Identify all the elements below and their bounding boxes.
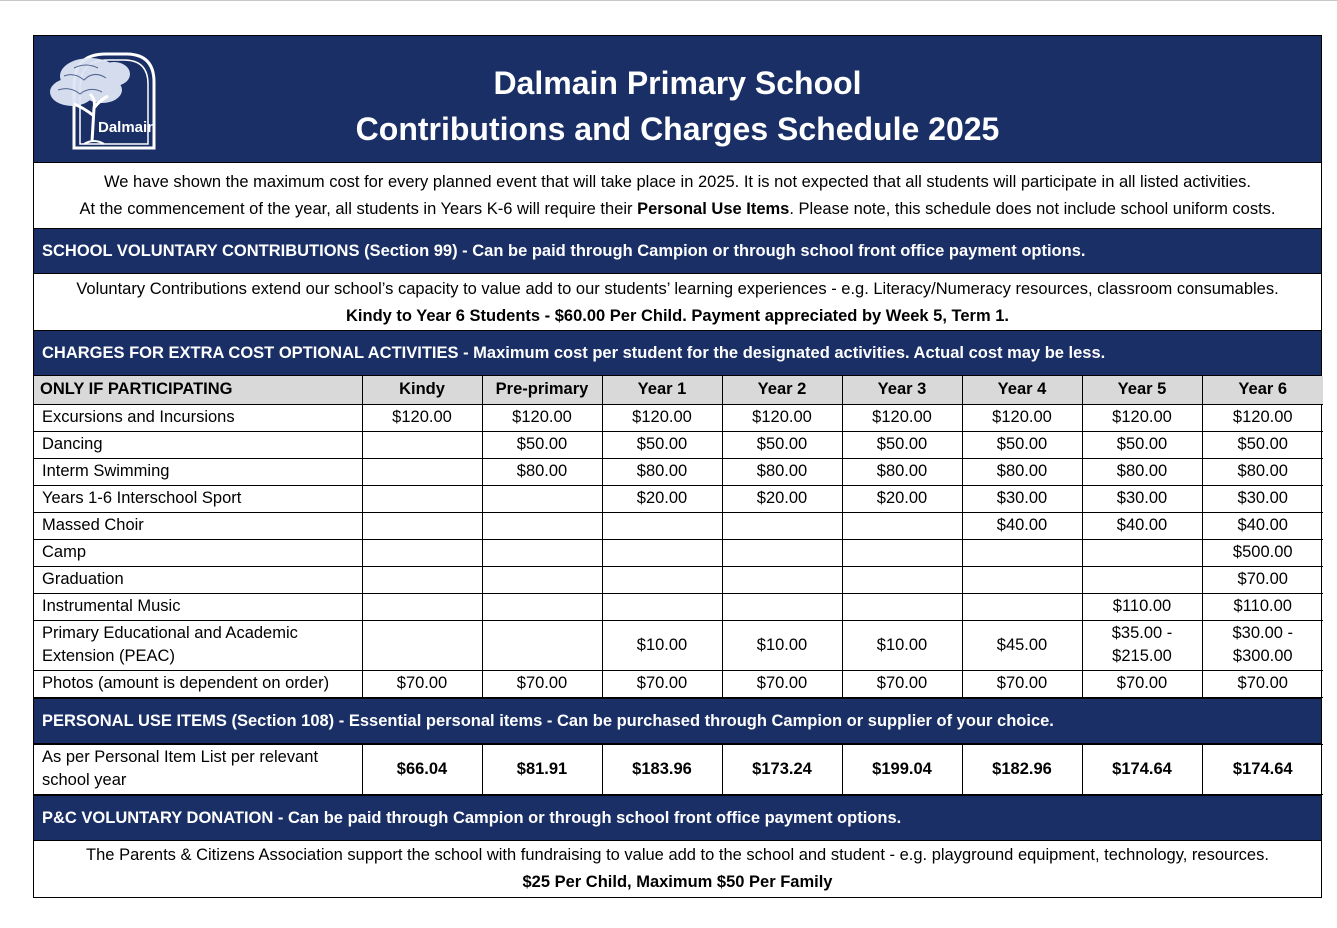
charge-cell — [362, 566, 482, 593]
charge-cell: $30.00 — [1202, 485, 1323, 512]
column-header-year: Kindy — [362, 376, 482, 404]
table-row — [34, 670, 1323, 697]
intro-line-2-tail: . Please note, this schedule does not include school uniform costs. — [789, 200, 1276, 218]
activity-label: Years 1-6 Interschool Sport — [34, 485, 362, 512]
charge-cell: $80.00 — [722, 458, 842, 485]
charge-cell: $70.00 — [602, 670, 722, 697]
column-header-year: Year 5 — [1082, 376, 1202, 404]
table-row — [34, 431, 1323, 458]
charges-heading: CHARGES FOR EXTRA COST OPTIONAL ACTIVITIES - Maximum cost per student for the designated activities. Actual cost may be less. — [34, 331, 1321, 376]
pc-donation-text: The Parents & Citizens Association support the school with fundraising to value add to the school and student - e.g. playground equipment, technology, resources. — [86, 845, 1269, 864]
charge-cell: $20.00 — [722, 485, 842, 512]
activity-label: Primary Educational and Academic Extension (PEAC) — [34, 620, 362, 670]
column-header-year: Year 2 — [722, 376, 842, 404]
charge-cell: $110.00 — [1082, 593, 1202, 620]
charge-cell: $10.00 — [602, 620, 722, 670]
table-row — [34, 566, 1323, 593]
charge-cell: $45.00 — [962, 620, 1082, 670]
charge-cell: $80.00 — [962, 458, 1082, 485]
charge-cell — [482, 566, 602, 593]
charge-cell: $120.00 — [482, 404, 602, 431]
table-row — [34, 620, 1323, 670]
table-row — [34, 539, 1323, 566]
personal-items-label: As per Personal Item List per relevant school year — [34, 744, 362, 794]
charge-cell — [602, 593, 722, 620]
table-row — [34, 485, 1323, 512]
personal-items-cost: $66.04 — [362, 744, 482, 794]
charge-cell: $40.00 — [1202, 512, 1323, 539]
charge-cell — [362, 458, 482, 485]
charge-cell — [482, 593, 602, 620]
charge-cell — [842, 566, 962, 593]
document-header — [34, 36, 1321, 163]
charge-cell: $35.00 - $215.00 — [1082, 620, 1202, 670]
charge-cell: $30.00 - $300.00 — [1202, 620, 1323, 670]
pc-donation-heading: P&C VOLUNTARY DONATION - Can be paid through Campion or through school front office payment options. — [34, 796, 1321, 841]
activity-label: Instrumental Music — [34, 593, 362, 620]
charge-cell — [602, 566, 722, 593]
charge-cell — [722, 539, 842, 566]
voluntary-contributions-info — [34, 274, 1321, 331]
charge-cell — [602, 512, 722, 539]
voluntary-contributions-text: Voluntary Contributions extend our school’s capacity to value add to our students’ learning experiences - e.g. Literacy/Numeracy resources, classroom consumables. — [76, 280, 1279, 298]
charge-cell — [962, 566, 1082, 593]
charges-table-body — [34, 404, 1323, 697]
charge-cell: $80.00 — [602, 458, 722, 485]
charge-cell — [362, 485, 482, 512]
charges-table-wrap — [34, 376, 1321, 699]
activity-label: Graduation — [34, 566, 362, 593]
personal-items-cost: $174.64 — [1082, 744, 1202, 794]
voluntary-contributions-amount: Kindy to Year 6 Students - $60.00 Per Child. Payment appreciated by Week 5, Term 1. — [346, 307, 1009, 325]
charge-cell: $120.00 — [1082, 404, 1202, 431]
intro-line-2 — [34, 196, 1321, 223]
charge-cell: $120.00 — [602, 404, 722, 431]
charge-cell — [1082, 539, 1202, 566]
table-row — [34, 593, 1323, 620]
charge-cell — [482, 620, 602, 670]
charge-cell — [842, 512, 962, 539]
charge-cell — [962, 539, 1082, 566]
charge-cell — [482, 539, 602, 566]
charge-cell: $70.00 — [962, 670, 1082, 697]
charge-cell: $10.00 — [842, 620, 962, 670]
schedule-document — [33, 35, 1322, 898]
table-row — [34, 512, 1323, 539]
charge-cell: $120.00 — [962, 404, 1082, 431]
charge-cell: $80.00 — [842, 458, 962, 485]
charge-cell — [362, 539, 482, 566]
schedule-title: Contributions and Charges Schedule 2025 — [355, 111, 1000, 147]
charge-cell: $70.00 — [1082, 670, 1202, 697]
table-row — [34, 458, 1323, 485]
charge-cell — [722, 593, 842, 620]
charge-cell — [362, 620, 482, 670]
column-header-year: Pre-primary — [482, 376, 602, 404]
charge-cell: $30.00 — [1082, 485, 1202, 512]
activity-label: Excursions and Incursions — [34, 404, 362, 431]
top-divider — [0, 0, 1337, 1]
charge-cell: $50.00 — [962, 431, 1082, 458]
charge-cell: $30.00 — [962, 485, 1082, 512]
column-header-year: Year 3 — [842, 376, 962, 404]
charge-cell — [1082, 566, 1202, 593]
personal-items-row — [34, 744, 1323, 794]
charge-cell: $50.00 — [602, 431, 722, 458]
personal-use-items-heading: PERSONAL USE ITEMS (Section 108) - Essential personal items - Can be purchased through Campion or supplier of your choice. — [34, 699, 1321, 744]
charge-cell — [482, 485, 602, 512]
activity-label: Interm Swimming — [34, 458, 362, 485]
activity-label: Massed Choir — [34, 512, 362, 539]
charges-table — [34, 376, 1323, 698]
charge-cell: $50.00 — [1202, 431, 1323, 458]
table-row — [34, 404, 1323, 431]
activity-label: Photos (amount is dependent on order) — [34, 670, 362, 697]
column-header-year: Year 4 — [962, 376, 1082, 404]
charge-cell: $50.00 — [482, 431, 602, 458]
charge-cell — [602, 539, 722, 566]
column-header-year: Year 6 — [1202, 376, 1323, 404]
intro-line-2-text: At the commencement of the year, all students in Years K-6 will require their — [79, 200, 638, 218]
charge-cell: $80.00 — [482, 458, 602, 485]
charge-cell: $50.00 — [1082, 431, 1202, 458]
intro-section — [34, 163, 1321, 229]
charge-cell: $50.00 — [722, 431, 842, 458]
charge-cell: $10.00 — [722, 620, 842, 670]
charge-cell: $80.00 — [1202, 458, 1323, 485]
svg-text:Dalmain: Dalmain — [98, 119, 157, 136]
personal-items-cost: $182.96 — [962, 744, 1082, 794]
column-header-year: Year 1 — [602, 376, 722, 404]
charge-cell: $40.00 — [962, 512, 1082, 539]
personal-items-cost: $173.24 — [722, 744, 842, 794]
personal-items-cost: $81.91 — [482, 744, 602, 794]
pc-donation-amount: $25 Per Child, Maximum $50 Per Family — [522, 872, 833, 891]
charge-cell — [842, 593, 962, 620]
activity-label: Dancing — [34, 431, 362, 458]
voluntary-contributions-heading: SCHOOL VOLUNTARY CONTRIBUTIONS (Section 99) - Can be paid through Campion or through school front office payment options. — [34, 229, 1321, 274]
charge-cell: $80.00 — [1082, 458, 1202, 485]
charge-cell: $20.00 — [842, 485, 962, 512]
charge-cell — [362, 512, 482, 539]
charge-cell — [362, 431, 482, 458]
charge-cell: $120.00 — [722, 404, 842, 431]
charge-cell — [842, 539, 962, 566]
column-header-activity: ONLY IF PARTICIPATING — [34, 376, 362, 404]
charge-cell — [722, 566, 842, 593]
school-name: Dalmain Primary School — [493, 65, 862, 101]
charge-cell: $500.00 — [1202, 539, 1323, 566]
charge-cell: $120.00 — [362, 404, 482, 431]
charge-cell: $50.00 — [842, 431, 962, 458]
personal-items-cost: $199.04 — [842, 744, 962, 794]
personal-items-cost: $183.96 — [602, 744, 722, 794]
personal-items-table-wrap — [34, 744, 1321, 796]
charge-cell: $70.00 — [722, 670, 842, 697]
charge-cell: $120.00 — [842, 404, 962, 431]
personal-items-cost: $174.64 — [1202, 744, 1323, 794]
charge-cell: $70.00 — [842, 670, 962, 697]
personal-items-table — [34, 744, 1323, 795]
charge-cell: $40.00 — [1082, 512, 1202, 539]
charge-cell: $110.00 — [1202, 593, 1323, 620]
charge-cell: $20.00 — [602, 485, 722, 512]
charge-cell — [962, 593, 1082, 620]
activity-label: Camp — [34, 539, 362, 566]
personal-use-items-emphasis: Personal Use Items — [637, 200, 790, 218]
intro-line-1: We have shown the maximum cost for every planned event that will take place in 2025. It is not expected that all students will participate in all listed activities. — [103, 173, 1252, 191]
charge-cell — [722, 512, 842, 539]
charge-cell: $120.00 — [1202, 404, 1323, 431]
charge-cell: $70.00 — [482, 670, 602, 697]
pc-donation-info — [34, 841, 1321, 897]
table-header-row — [34, 376, 1323, 404]
charge-cell: $70.00 — [362, 670, 482, 697]
charge-cell — [362, 593, 482, 620]
charge-cell: $70.00 — [1202, 566, 1323, 593]
charge-cell — [482, 512, 602, 539]
charge-cell: $70.00 — [1202, 670, 1323, 697]
document-title — [34, 60, 1321, 152]
